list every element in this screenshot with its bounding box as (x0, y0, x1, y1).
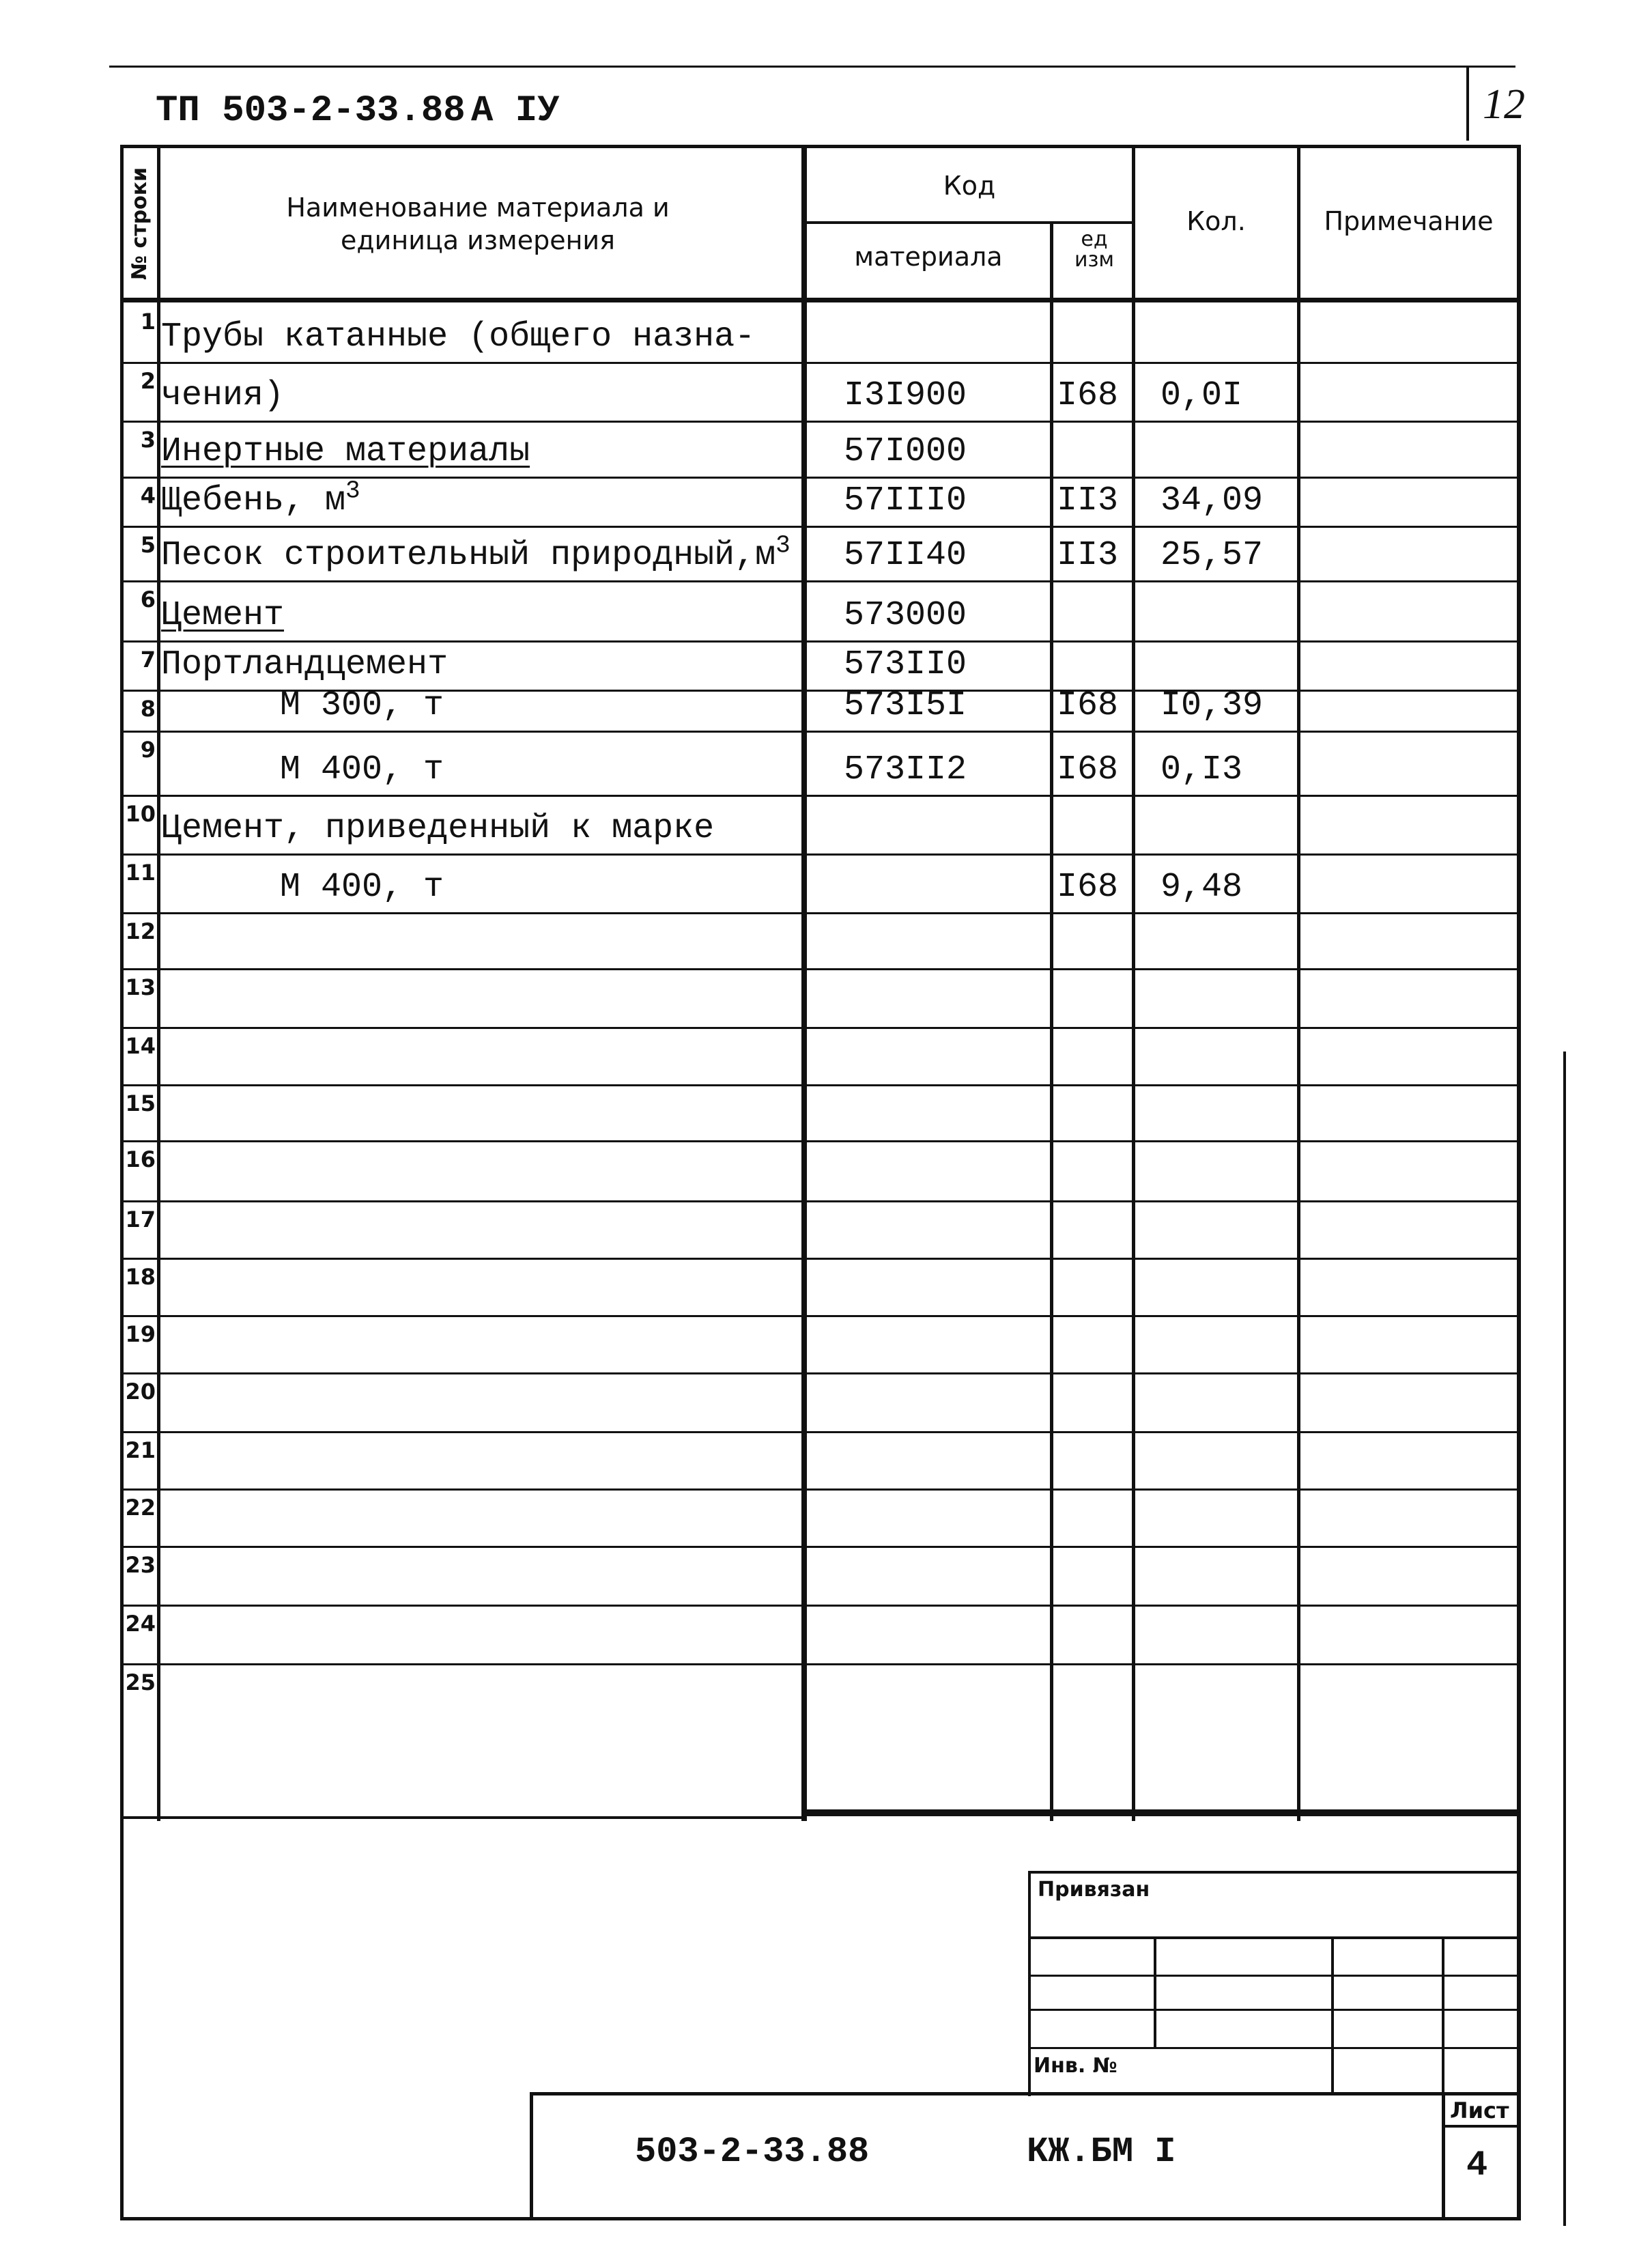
row-number: 1 (140, 309, 156, 335)
row-quantity: 34,09 (1160, 481, 1264, 520)
col-sep-qty (1297, 145, 1300, 1821)
row-number: 18 (125, 1264, 156, 1290)
row-number: 13 (125, 974, 156, 1000)
row-name: чения) (161, 376, 285, 415)
privyazan-label: Привязан (1038, 1878, 1150, 1902)
table-right-border (1517, 145, 1521, 2220)
row-material-code: I3I900 (844, 376, 967, 415)
row-number: 4 (140, 483, 156, 509)
row-separator (120, 1372, 1521, 1374)
row-name: Цемент (161, 596, 285, 635)
drawing-mark: КЖ.БМ I (1027, 2132, 1176, 2172)
row-separator (120, 1605, 1521, 1607)
col-sep-unit (1132, 145, 1135, 1821)
header-qty: Кол. (1186, 206, 1246, 236)
header-bottom-border (120, 298, 1521, 302)
row-number: 19 (125, 1321, 156, 1347)
drawing-code: 503-2-33.88 (635, 2132, 870, 2172)
row-separator (120, 1084, 1521, 1086)
row-separator (120, 1663, 1521, 1665)
row-separator (120, 912, 1521, 914)
row-name: М 300, т (280, 686, 444, 725)
row-number: 7 (140, 647, 156, 673)
row-name: Цемент, приведенный к марке (161, 809, 715, 848)
row-unit-code: I68 (1057, 750, 1119, 789)
row-separator (120, 795, 1521, 797)
row-number: 10 (125, 801, 156, 827)
row-name: Инертные материалы (161, 432, 530, 471)
code-header-split (804, 221, 1135, 224)
table-bottom-border (120, 2217, 1521, 2220)
header-code: Код (943, 171, 996, 201)
row-number: 15 (125, 1090, 156, 1116)
row-separator (120, 731, 1521, 733)
row-unit-code: I68 (1057, 686, 1119, 725)
privyazan-h2 (1029, 1975, 1521, 1977)
row-name: Песок строительный $природный,м^3$ (161, 531, 791, 575)
row-number: 9 (140, 737, 156, 763)
row-separator (120, 853, 1521, 856)
row-number: 14 (125, 1033, 156, 1059)
title-top (531, 2092, 1521, 2095)
doc-code: ТП 503-2-33.88 (156, 90, 466, 132)
header-code-unit: ед изм (1074, 227, 1115, 272)
row-unit-code: II3 (1057, 481, 1119, 520)
privyazan-v3 (1442, 1936, 1444, 2095)
row-separator (120, 1258, 1521, 1260)
sheet-value: 4 (1466, 2145, 1488, 2186)
row-name: М 400, т (280, 750, 444, 789)
row-separator (120, 1315, 1521, 1317)
row-separator (120, 968, 1521, 970)
row-unit-code: I68 (1057, 376, 1119, 415)
row-separator (120, 1546, 1521, 1548)
row-number: 21 (125, 1437, 156, 1463)
row-name: Трубы катанные (общего назна- (161, 317, 756, 356)
page-number: 12 (1483, 81, 1525, 128)
row-number: 20 (125, 1379, 156, 1405)
row-separator (120, 640, 1521, 643)
privyazan-left (1028, 1871, 1031, 2096)
row-number: 11 (125, 860, 156, 886)
title-left (530, 2092, 533, 2219)
row-number: 3 (140, 427, 156, 453)
sheet-label: Лист (1450, 2098, 1509, 2123)
superscript-cubic: 3 (345, 477, 360, 505)
row-name: Щебень, $м^3$ (161, 477, 360, 520)
row-material-code: 57II40 (844, 536, 967, 575)
row-quantity: 25,57 (1160, 536, 1264, 575)
row-number: 6 (140, 587, 156, 612)
body-bottom-border-left (120, 1816, 803, 1819)
row-name: М 400, т (280, 868, 444, 907)
row-number: 25 (125, 1669, 156, 1695)
col-sep-name (801, 145, 807, 1821)
top-rule (109, 66, 1515, 68)
row-material-code: 57I000 (844, 432, 967, 471)
header-code-material: материала (854, 242, 1003, 272)
sheet-left (1442, 2092, 1445, 2219)
body-bottom-border (801, 1809, 1521, 1816)
header-name: Наименование материала и единица измерения (286, 193, 670, 255)
row-separator (120, 477, 1521, 479)
row-unit-code: I68 (1057, 868, 1119, 907)
row-separator (120, 526, 1521, 528)
row-separator (120, 421, 1521, 423)
row-material-code: 57III0 (844, 481, 967, 520)
right-margin-line (1563, 1052, 1566, 2226)
row-number: 23 (125, 1552, 156, 1578)
inv-no-label: Инв. № (1034, 2054, 1117, 2078)
row-separator (120, 1488, 1521, 1491)
row-quantity: 0,I3 (1160, 750, 1243, 789)
row-separator (120, 1140, 1521, 1142)
row-name: Портландцемент (161, 645, 448, 684)
row-separator (120, 1431, 1521, 1433)
row-quantity: I0,39 (1160, 686, 1264, 725)
row-quantity: 9,48 (1160, 868, 1243, 907)
privyazan-h1 (1029, 1936, 1521, 1939)
row-number: 17 (125, 1206, 156, 1232)
stamp-outer-left (120, 1816, 123, 2219)
row-material-code: 573II0 (844, 645, 967, 684)
privyazan-h4 (1029, 2047, 1521, 2049)
row-number: 16 (125, 1146, 156, 1172)
col-sep-code (1050, 223, 1053, 1821)
row-quantity: 0,0I (1160, 376, 1243, 415)
row-material-code: 573II2 (844, 750, 967, 789)
privyazan-v1 (1154, 1936, 1156, 2048)
page-number-divider (1466, 66, 1469, 141)
sheet-split (1442, 2125, 1521, 2128)
row-number: 8 (140, 696, 156, 722)
privyazan-top (1029, 1871, 1521, 1874)
header-row-number: № строки (128, 167, 152, 280)
table-top-border (120, 145, 1520, 148)
row-material-code: 573000 (844, 596, 967, 635)
row-separator (120, 1200, 1521, 1202)
row-number: 24 (125, 1611, 156, 1637)
row-number: 2 (140, 368, 156, 394)
row-material-code: 573I5I (844, 686, 967, 725)
doc-album: А IУ (471, 90, 560, 132)
row-number: 12 (125, 918, 156, 944)
row-number: 5 (140, 532, 156, 558)
col-sep-rowno (157, 145, 160, 1821)
row-separator (120, 1027, 1521, 1029)
header-note: Примечание (1324, 206, 1494, 236)
privyazan-v2 (1331, 1936, 1334, 2095)
row-separator (120, 580, 1521, 582)
row-unit-code: II3 (1057, 536, 1119, 575)
row-number: 22 (125, 1495, 156, 1521)
superscript-cubic: 3 (775, 531, 791, 560)
privyazan-h3 (1029, 2009, 1521, 2011)
row-separator (120, 362, 1521, 364)
